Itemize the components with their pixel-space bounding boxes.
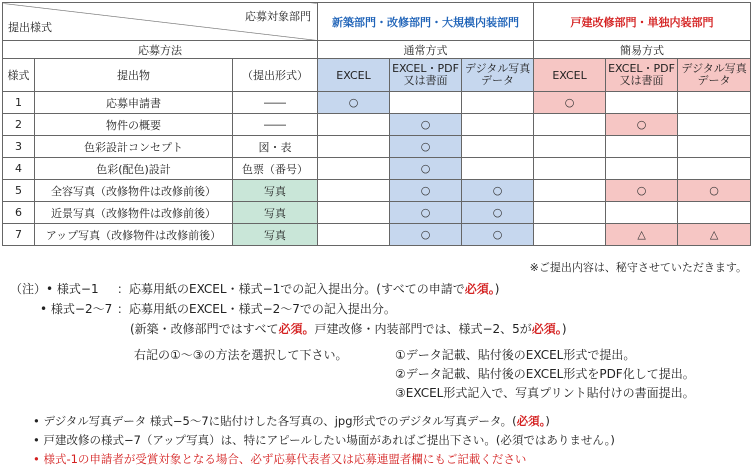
row-mark-c5: ○ [606,114,678,136]
row-mark-c3 [462,158,534,180]
row-mark-c2: ○ [390,202,462,224]
row-mark-c4: ○ [534,92,606,114]
row-mark-c5 [606,158,678,180]
row-mark-c5: ○ [606,180,678,202]
col-format-header: （提出形式） [233,59,318,92]
normal-method-header: 通常方式 [318,41,534,59]
option-2: ②データ記載、貼付後のEXCEL形式をPDF化して提出。 [395,367,695,381]
col-excel2-header: EXCEL [534,59,606,92]
row-num: 6 [3,202,35,224]
blue-group-header: 新築部門・改修部門・大規模内装部門 [318,3,534,41]
row-mark-c2: ○ [390,224,462,246]
col-excel-pdf-header: EXCEL・PDF 又は書面 [390,59,462,92]
row-num: 1 [3,92,35,114]
row-item: 色彩(配色)設計 [35,158,233,180]
row-mark-c6 [678,114,751,136]
row-mark-c4 [534,114,606,136]
red-group-header: 戸建改修部門・単独内装部門 [534,3,751,41]
table-row [3,92,751,114]
col-item-header: 提出物 [35,59,233,92]
confidential-footnote: ※ご提出内容は、秘守させていただきます。 [529,261,747,274]
row-mark-c1 [318,136,390,158]
row-mark-c1 [318,158,390,180]
simple-method-header: 簡易方式 [534,41,751,59]
note1-text: ：応募用紙のEXCEL・様式−1での記入提出分。(すべての申請で必須。) [117,282,500,296]
table-row [3,114,751,136]
row-mark-c3 [462,114,534,136]
row-num: 2 [3,114,35,136]
row-mark-c3: ○ [462,224,534,246]
table-row [3,224,751,246]
table-row [3,136,751,158]
target-category-label: 応募対象部門 [245,10,312,23]
row-mark-c4 [534,136,606,158]
row-num: 4 [3,158,35,180]
row-mark-c1 [318,224,390,246]
row-mark-c1 [318,114,390,136]
row-mark-c5 [606,92,678,114]
row-mark-c3 [462,92,534,114]
row-mark-c2 [390,92,462,114]
diagonal-header-cell [3,3,318,41]
col-excel-pdf2-header: EXCEL・PDF 又は書面 [606,59,678,92]
row-mark-c2: ○ [390,158,462,180]
row-item: 色彩設計コンセプト [35,136,233,158]
col-num-header: 様式 [3,59,35,92]
table-row [3,158,751,180]
row-format: 写真 [233,180,318,202]
row-mark-c3: ○ [462,180,534,202]
row-mark-c2: ○ [390,180,462,202]
row-item: 近景写真（改修物件は改修前後） [35,202,233,224]
bullet-photo-data: • デジタル写真データ 様式−5〜7に貼付けした各写真の、jpg形式でのデジタル写真データ。(必須。) [33,414,550,428]
row-num: 5 [3,180,35,202]
row-item: 応募申請書 [35,92,233,114]
row-mark-c2: ○ [390,136,462,158]
row-num: 7 [3,224,35,246]
row-format: 写真 [233,224,318,246]
submission-format-label: 提出様式 [8,21,52,34]
row-mark-c1 [318,202,390,224]
row-mark-c4 [534,180,606,202]
submission-table [2,2,751,246]
row-mark-c5: △ [606,224,678,246]
method-header: 応募方法 [3,41,318,59]
row-mark-c1 [318,180,390,202]
row-mark-c2: ○ [390,114,462,136]
row-item: 全容写真（改修物件は改修前後） [35,180,233,202]
row-format: 図・表 [233,136,318,158]
row-mark-c1: ○ [318,92,390,114]
row-item: 物件の概要 [35,114,233,136]
table-row [3,180,751,202]
table-row [3,202,751,224]
row-format: 写真 [233,202,318,224]
col-excel-header: EXCEL [318,59,390,92]
note1-label: （注）• 様式−1 [10,282,99,296]
row-item: アップ写真（改修物件は改修前後） [35,224,233,246]
row-mark-c4 [534,224,606,246]
row-mark-c6 [678,136,751,158]
row-mark-c5 [606,136,678,158]
row-mark-c6 [678,92,751,114]
row-format: 色票（番号） [233,158,318,180]
row-mark-c6 [678,158,751,180]
note2-text: ：応募用紙のEXCEL・様式−2〜7での記入提出分。 [117,302,396,316]
option-3: ③EXCEL形式記入で、写真プリント貼付けの書面提出。 [395,386,695,400]
row-num: 3 [3,136,35,158]
row-mark-c6: △ [678,224,751,246]
row-mark-c5 [606,202,678,224]
row-format: ―― [233,114,318,136]
row-mark-c4 [534,202,606,224]
method-choice-text: 右記の①〜③の方法を選択して下さい。 [134,348,348,362]
col-photo-header: デジタル写真 データ [462,59,534,92]
row-mark-c3: ○ [462,202,534,224]
row-mark-c4 [534,158,606,180]
col-photo2-header: デジタル写真 データ [678,59,751,92]
bullet-applicant-warning: • 様式-1の申請者が受賞対象となる場合、必ず応募代表者又は応募連盟者欄にもご記載ください [33,452,527,466]
note3-text: (新築・改修部門ではすべて必須。戸建改修・内装部門では、様式−2、5が必須。) [130,322,567,336]
row-mark-c6: ○ [678,180,751,202]
bullet-renovation-photo: • 戸建改修の様式−7（アップ写真）は、特にアピールしたい場面があればご提出下さい。(必須ではありません。) [33,433,615,447]
row-format: ―― [233,92,318,114]
option-1: ①データ記載、貼付後のEXCEL形式で提出。 [395,348,636,362]
row-mark-c6 [678,202,751,224]
note2-label: • 様式−2〜7 [40,302,113,316]
row-mark-c3 [462,136,534,158]
